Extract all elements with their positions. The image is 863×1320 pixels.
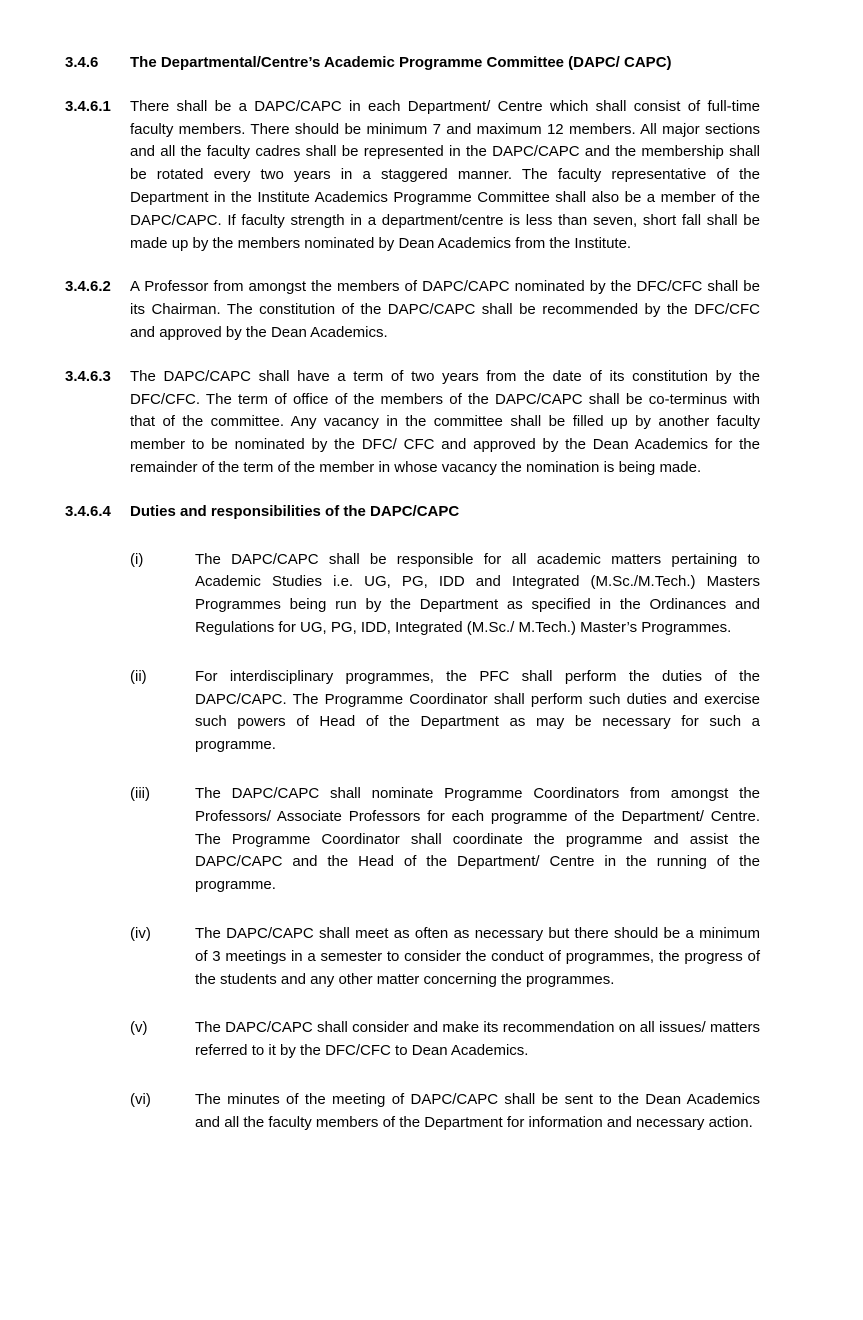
- list-item: [130, 1017, 760, 1063]
- list-item: [130, 923, 760, 991]
- section-number: 3.4.6: [65, 54, 99, 71]
- list-item: [130, 549, 760, 640]
- subsection-heading: [65, 501, 760, 524]
- list-item-label: (iii): [130, 784, 150, 802]
- paragraph-text: There shall be a DAPC/CAPC in each Department/ Centre which shall consist of full-time faculty members. There should be minimum 7 and maximum 12 members. All major sections and all the faculty cadres shall be represented in the DAPC/CAPC and the membership shall be rotated every two years in a staggered manner. The faculty representative of the Department in the Institute Academics Programme Committee shall also be a member of the DAPC/CAPC. If faculty strength in a department/centre is less than seven, short fall shall be made up by the members nominated by Dean Academics from the Institute.: [130, 97, 760, 252]
- paragraph-text: A Professor from amongst the members of DAPC/CAPC nominated by the DFC/CFC shall be its Chairman. The constitution of the DAPC/CAPC shall be recommended by the DFC/CFC and approved by the Dean Academics.: [130, 278, 760, 341]
- list-item-text: The DAPC/CAPC shall be responsible for all academic matters pertaining to Academic Studies i.e. UG, PG, IDD and Integrated (M.Sc./M.Tech.) Masters Programmes being run by the Department as specified in the Ordinances and Regulations for UG, PG, IDD, Integrated (M.Sc./ M.Tech.) Master’s Programmes.: [195, 550, 760, 636]
- section-title: The Departmental/Centre’s Academic Programme Committee (DAPC/ CAPC): [130, 54, 672, 71]
- list-item-text: The minutes of the meeting of DAPC/CAPC shall be sent to the Dean Academics and all the faculty members of the Department for information and necessary action.: [195, 1090, 760, 1131]
- list-item-text: The DAPC/CAPC shall consider and make its recommendation on all issues/ matters referred to it by the DFC/CFC to Dean Academics.: [195, 1019, 760, 1060]
- subsection-number: 3.4.6.4: [65, 502, 111, 520]
- paragraph-number: 3.4.6.2: [65, 278, 111, 296]
- list-item: [130, 783, 760, 897]
- paragraph-number: 3.4.6.3: [65, 367, 111, 385]
- list-item-label: (iv): [130, 924, 151, 942]
- list-item-label: (ii): [130, 667, 147, 685]
- list-item-text: The DAPC/CAPC shall nominate Programme Coordinators from amongst the Professors/ Associate Professors for each programme of the Department/ Centre. The Programme Coordinator shall coordinate the programme and assist the DAPC/CAPC and the Head of the Department/ Centre in the running of the programme.: [195, 784, 760, 894]
- list-item: [130, 666, 760, 757]
- list-item-label: (vi): [130, 1090, 151, 1108]
- section-heading: [65, 52, 760, 75]
- list-item-text: The DAPC/CAPC shall meet as often as necessary but there should be a minimum of 3 meetings in a semester to consider the conduct of programmes, the progress of the students and any other matter concerning the programmes.: [195, 924, 760, 988]
- list-item-label: (i): [130, 550, 144, 568]
- paragraph: [65, 276, 760, 344]
- list-item-label: (v): [130, 1019, 148, 1037]
- paragraph-text: The DAPC/CAPC shall have a term of two years from the date of its constitution by the DFC/CFC. The term of office of the members of the DAPC/CAPC shall be co-terminus with that of the committee. Any vacancy in the committee shall be filled up by another faculty member to be nominated by the DFC/ CFC and approved by the Dean Academics for the remainder of the term of the member in whose vacancy the nomination is being made.: [130, 367, 760, 476]
- duties-list: [130, 549, 760, 1135]
- list-item-text: For interdisciplinary programmes, the PFC shall perform the duties of the DAPC/CAPC. The Programme Coordinator shall perform such duties and exercise such powers of Head of the Department as may be necessary for such a programme.: [195, 667, 760, 754]
- subsection-title: Duties and responsibilities of the DAPC/CAPC: [130, 502, 460, 520]
- paragraph: [65, 366, 760, 480]
- paragraph: [65, 96, 760, 256]
- paragraph-number: 3.4.6.1: [65, 97, 111, 115]
- list-item: [130, 1089, 760, 1135]
